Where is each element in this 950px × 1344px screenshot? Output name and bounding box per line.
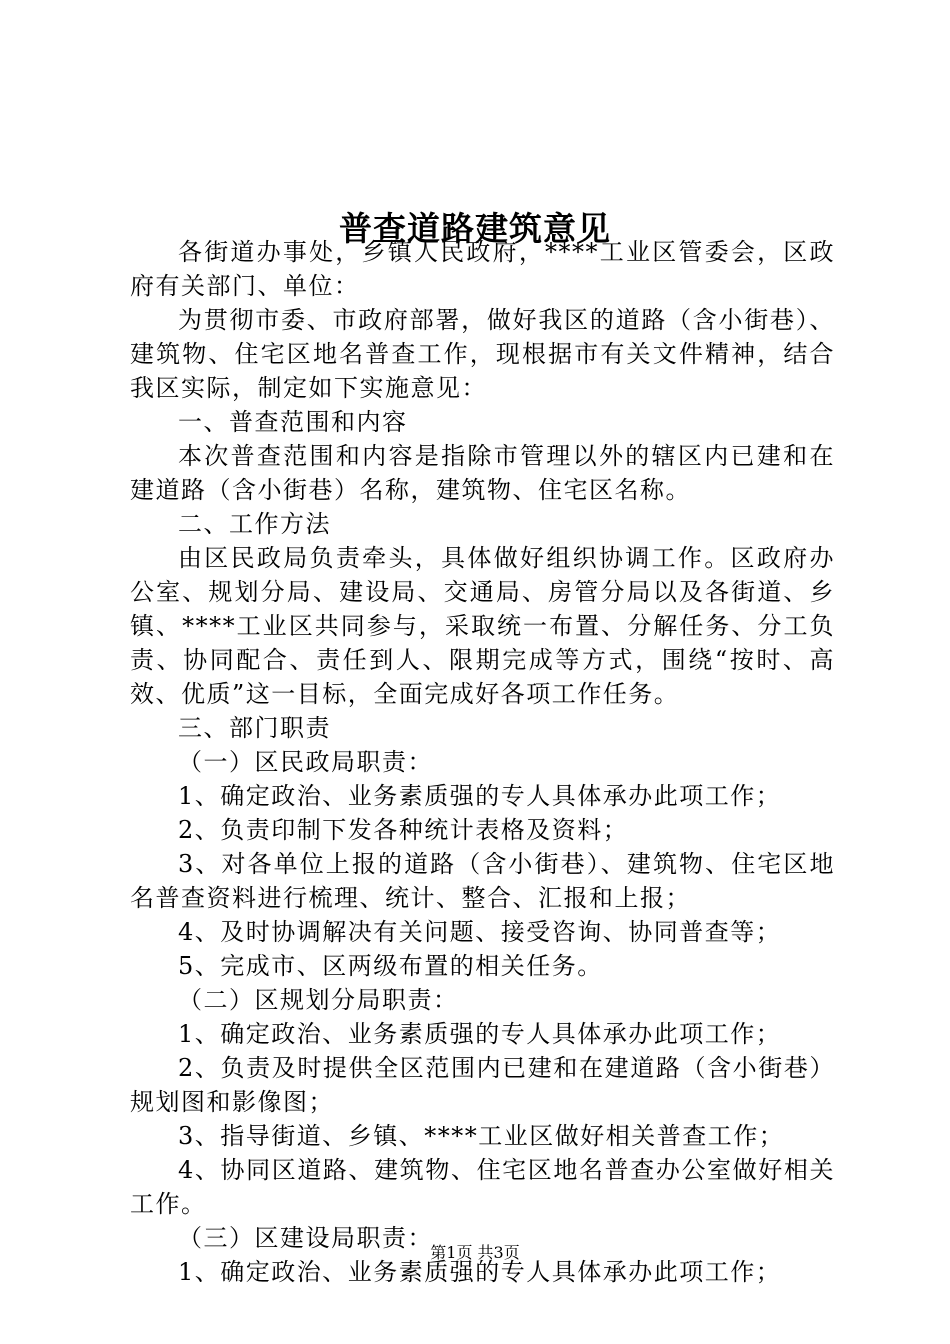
subheading-planning: （二）区规划分局职责： [178, 986, 459, 1014]
list-item: 2、负责印制下发各种统计表格及资料； [178, 816, 629, 844]
list-item: 1、确定政治、业务素质强的专人具体承办此项工作； [178, 782, 782, 810]
section-heading-duties: 三、部门职责 [178, 714, 331, 742]
page-footer: 第1页 共3页 [430, 1243, 520, 1262]
list-item: 4、协同区道路、建筑物、住宅区地名普查办公室做好相关工作。 [130, 1156, 835, 1218]
list-item: 5、完成市、区两级布置的相关任务。 [178, 952, 603, 980]
subheading-construction: （三）区建设局职责： [178, 1224, 433, 1252]
list-item: 3、指导街道、乡镇、****工业区做好相关普查工作； [178, 1122, 785, 1150]
document-title: 普查道路建筑意见 [339, 209, 611, 249]
list-item: 1、确定政治、业务素质强的专人具体承办此项工作； [178, 1258, 782, 1286]
paragraph-method: 由区民政局负责牵头，具体做好组织协调工作。区政府办公室、规划分局、建设局、交通局、房管分局以及各街道、乡镇、****工业区共同参与，采取统一布置、分解任务、分工负责、协同配合、责任到人、限期完成等方式，围绕“按时、高效、优质”这一目标，全面完成好各项工作任务。 [130, 544, 835, 708]
paragraph-intro: 为贯彻市委、市政府部署，做好我区的道路（含小街巷）、建筑物、住宅区地名普查工作，现根据市有关文件精神，结合我区实际，制定如下实施意见： [130, 306, 835, 402]
list-item: 4、及时协调解决有关问题、接受咨询、协同普查等； [178, 918, 782, 946]
section-heading-scope: 一、普查范围和内容 [178, 408, 408, 436]
section-heading-method: 二、工作方法 [178, 510, 331, 538]
list-item: 1、确定政治、业务素质强的专人具体承办此项工作； [178, 1020, 782, 1048]
list-item: 3、对各单位上报的道路（含小街巷）、建筑物、住宅区地名普查资料进行梳理、统计、整合、汇报和上报； [130, 850, 835, 912]
paragraph-salutation: 各街道办事处，乡镇人民政府，****工业区管委会，区政府有关部门、单位： [130, 238, 835, 300]
list-item: 2、负责及时提供全区范围内已建和在建道路（含小街巷）规划图和影像图； [130, 1054, 835, 1116]
subheading-civil-affairs: （一）区民政局职责： [178, 748, 433, 776]
document-body [130, 235, 835, 1289]
paragraph-scope: 本次普查范围和内容是指除市管理以外的辖区内已建和在建道路（含小街巷）名称，建筑物、住宅区名称。 [130, 442, 835, 504]
